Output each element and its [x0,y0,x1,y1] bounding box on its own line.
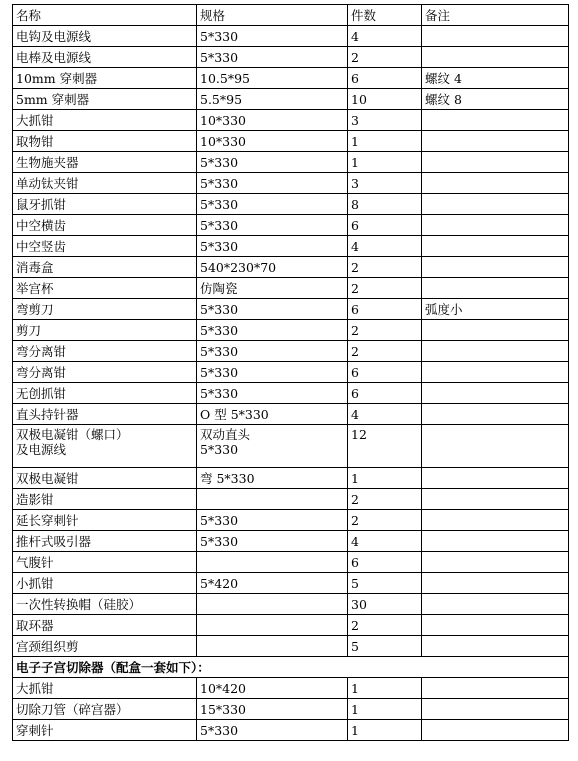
cell-name: 气腹针 [13,552,197,573]
cell-spec: 5*330 [197,26,348,47]
cell-spec: 5*330 [197,720,348,741]
cell-spec: 5*330 [197,299,348,320]
table-row [13,594,569,615]
cell-count: 1 [348,720,422,741]
cell-count: 6 [348,68,422,89]
table-row [13,26,569,47]
cell-spec: 5*330 [197,531,348,552]
cell-spec: 5*330 [197,383,348,404]
cell-count: 6 [348,215,422,236]
cell-name: 双极电凝钳（螺口） 及电源线 [13,425,197,468]
table-row [13,510,569,531]
table-row [13,383,569,404]
cell-note [422,173,569,194]
header-name: 名称 [13,5,197,26]
cell-count: 1 [348,468,422,489]
cell-spec: 5*330 [197,152,348,173]
cell-name: 举宫杯 [13,278,197,299]
table-row [13,320,569,341]
cell-spec: 5.5*95 [197,89,348,110]
cell-name: 单动钛夹钳 [13,173,197,194]
cell-name: 剪刀 [13,320,197,341]
cell-count: 2 [348,257,422,278]
cell-note [422,468,569,489]
cell-note: 螺纹 4 [422,68,569,89]
cell-count: 4 [348,531,422,552]
cell-name: 弯分离钳 [13,362,197,383]
cell-name: 穿刺针 [13,720,197,741]
cell-name: 中空横齿 [13,215,197,236]
cell-count: 4 [348,236,422,257]
cell-note [422,720,569,741]
table-row [13,636,569,657]
table-row [13,47,569,68]
table-row [13,531,569,552]
cell-name: 取物钳 [13,131,197,152]
cell-spec: 5*330 [197,236,348,257]
section-title: 电子子宫切除器（配盒一套如下）： [13,657,569,678]
cell-spec [197,615,348,636]
cell-spec [197,594,348,615]
cell-count: 4 [348,404,422,425]
cell-note [422,47,569,68]
table-row [13,194,569,215]
cell-note [422,404,569,425]
cell-count: 6 [348,299,422,320]
cell-name: 电棒及电源线 [13,47,197,68]
cell-spec: 15*330 [197,699,348,720]
cell-count: 6 [348,552,422,573]
section-header-row [13,657,569,678]
cell-note [422,236,569,257]
cell-count: 6 [348,362,422,383]
cell-name: 鼠牙抓钳 [13,194,197,215]
table-row [13,341,569,362]
cell-spec: 540*230*70 [197,257,348,278]
cell-name: 延长穿刺针 [13,510,197,531]
cell-name: 电钩及电源线 [13,26,197,47]
cell-name: 弯剪刀 [13,299,197,320]
table-row [13,699,569,720]
cell-spec: 弯 5*330 [197,468,348,489]
table-row [13,278,569,299]
cell-count: 4 [348,26,422,47]
cell-note [422,594,569,615]
table-row [13,489,569,510]
cell-count: 2 [348,320,422,341]
cell-name: 中空竖齿 [13,236,197,257]
cell-count: 2 [348,341,422,362]
table-row [13,257,569,278]
header-count: 件数 [348,5,422,26]
cell-count: 1 [348,131,422,152]
cell-spec: 5*330 [197,362,348,383]
table-row [13,678,569,699]
cell-note [422,131,569,152]
cell-spec: 5*330 [197,510,348,531]
cell-name: 宫颈组织剪 [13,636,197,657]
cell-note [422,489,569,510]
cell-note [422,257,569,278]
cell-spec: 5*330 [197,47,348,68]
header-spec: 规格 [197,5,348,26]
cell-note [422,573,569,594]
cell-spec: 10*330 [197,110,348,131]
table-row [13,68,569,89]
instrument-table-body [13,5,569,741]
cell-name: 小抓钳 [13,573,197,594]
cell-name: 取环器 [13,615,197,636]
cell-name: 双极电凝钳 [13,468,197,489]
cell-note: 螺纹 8 [422,89,569,110]
table-row [13,152,569,173]
cell-count: 12 [348,425,422,468]
cell-spec [197,552,348,573]
cell-count: 5 [348,573,422,594]
cell-spec: O 型 5*330 [197,404,348,425]
cell-spec: 5*330 [197,341,348,362]
cell-count: 2 [348,489,422,510]
cell-spec: 5*330 [197,173,348,194]
cell-spec: 5*420 [197,573,348,594]
table-row [13,236,569,257]
cell-name: 大抓钳 [13,110,197,131]
cell-note [422,278,569,299]
cell-name: 一次性转换帽（硅胶） [13,594,197,615]
cell-name: 10mm 穿刺器 [13,68,197,89]
table-row [13,615,569,636]
cell-name: 无创抓钳 [13,383,197,404]
instrument-table [12,4,569,741]
cell-note [422,383,569,404]
cell-note: 弧度小 [422,299,569,320]
cell-count: 1 [348,699,422,720]
cell-count: 2 [348,510,422,531]
cell-note [422,320,569,341]
table-header-row [13,5,569,26]
cell-note [422,636,569,657]
table-row [13,89,569,110]
cell-note [422,194,569,215]
cell-note [422,510,569,531]
cell-name: 造影钳 [13,489,197,510]
cell-spec: 10*420 [197,678,348,699]
cell-name: 大抓钳 [13,678,197,699]
cell-spec: 双动直头 5*330 [197,425,348,468]
cell-note [422,341,569,362]
table-row [13,131,569,152]
table-row [13,110,569,131]
table-row [13,573,569,594]
cell-count: 3 [348,110,422,131]
cell-note [422,552,569,573]
cell-note [422,215,569,236]
table-row [13,425,569,468]
cell-spec: 10.5*95 [197,68,348,89]
cell-note [422,699,569,720]
cell-spec: 5*330 [197,194,348,215]
table-row [13,215,569,236]
table-row [13,362,569,383]
cell-name: 生物施夹器 [13,152,197,173]
cell-spec [197,636,348,657]
cell-count: 1 [348,678,422,699]
cell-name: 直头持针器 [13,404,197,425]
cell-name: 推杆式吸引器 [13,531,197,552]
cell-count: 1 [348,152,422,173]
cell-count: 2 [348,47,422,68]
cell-note [422,425,569,468]
cell-count: 2 [348,615,422,636]
table-row [13,720,569,741]
cell-spec: 5*330 [197,320,348,341]
cell-count: 8 [348,194,422,215]
cell-count: 10 [348,89,422,110]
table-row [13,404,569,425]
cell-note [422,678,569,699]
table-row [13,468,569,489]
cell-count: 3 [348,173,422,194]
cell-note [422,615,569,636]
cell-count: 5 [348,636,422,657]
cell-note [422,26,569,47]
cell-name: 切除刀管（碎宫器） [13,699,197,720]
cell-spec [197,489,348,510]
cell-name: 弯分离钳 [13,341,197,362]
cell-note [422,362,569,383]
header-note: 备注 [422,5,569,26]
cell-count: 2 [348,278,422,299]
cell-spec: 10*330 [197,131,348,152]
cell-note [422,531,569,552]
cell-spec: 仿陶瓷 [197,278,348,299]
cell-name: 消毒盒 [13,257,197,278]
table-row [13,552,569,573]
table-row [13,299,569,320]
cell-note [422,110,569,131]
cell-note [422,152,569,173]
cell-count: 6 [348,383,422,404]
cell-name: 5mm 穿刺器 [13,89,197,110]
table-row [13,173,569,194]
cell-spec: 5*330 [197,215,348,236]
cell-count: 30 [348,594,422,615]
